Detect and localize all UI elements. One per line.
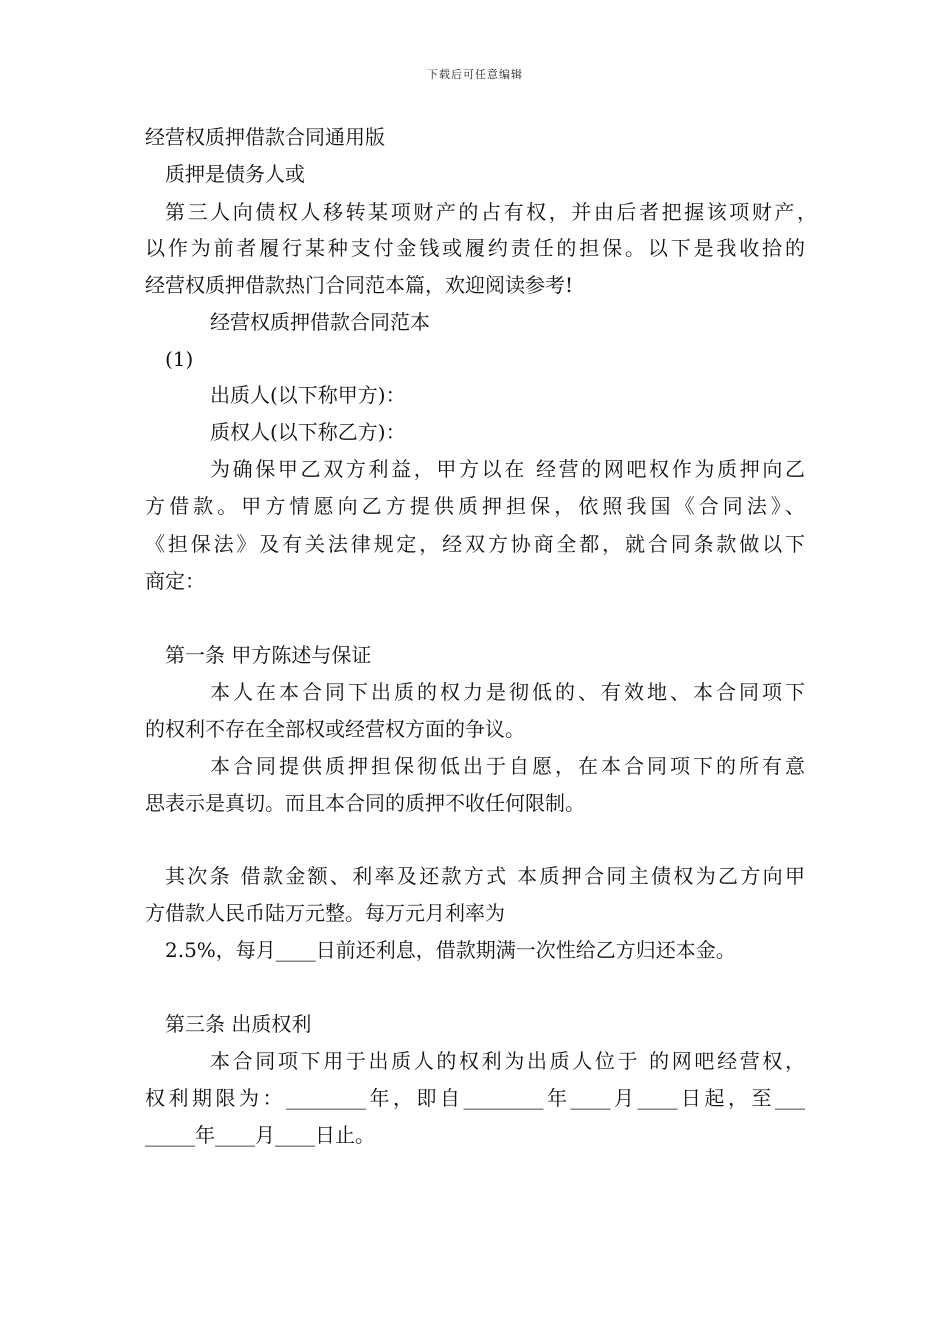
paragraph-line: 方借款人民币陆万元整。每万元月利率为 (145, 901, 505, 925)
section-number: (1) (165, 347, 194, 371)
page-header-note: 下载后可任意编辑 (427, 68, 523, 81)
paragraph-line: 的权利不存在全部权或经营权方面的争议。 (145, 717, 525, 741)
paragraph-line: 经营权质押借款热门合同范本篇，欢迎阅读参考! (145, 273, 574, 297)
paragraph-line: 以作为前者履行某种支付金钱或履约责任的担保。以下是我收拾的 (145, 236, 805, 260)
paragraph-line: 方借款。甲方情愿向乙方提供质押担保，依照我国《合同法》、 (145, 494, 805, 518)
pledgor-label: 出质人(以下称甲方)： (210, 383, 406, 407)
article-heading: 其次条 借款金额、利率及还款方式 本质押合同主债权为乙方向甲 (165, 864, 805, 888)
paragraph-line: 2.5%，每月____日前还利息，借款期满一次性给乙方归还本金。 (165, 938, 736, 962)
paragraph-line: _____年____月____日止。 (145, 1123, 375, 1147)
paragraph-line: 为确保甲乙双方利益，甲方以在 经营的网吧权作为质押向乙 (210, 457, 805, 481)
paragraph-line: 质押是债务人或 (165, 162, 305, 186)
paragraph-line: 本合同提供质押担保彻低出于自愿，在本合同项下的所有意 (210, 754, 805, 778)
article-heading: 第一条 甲方陈述与保证 (165, 643, 372, 667)
paragraph-line: 本合同项下用于出质人的权利为出质人位于 的网吧经营权， (210, 1049, 805, 1073)
paragraph-line: 商定： (145, 569, 205, 593)
paragraph-line: 《担保法》及有关法律规定，经双方协商全都，就合同条款做以下 (145, 532, 805, 556)
paragraph-line: 权利期限为：________年，即自________年____月____日起，至___ (145, 1086, 805, 1110)
article-heading: 第三条 出质权利 (165, 1012, 312, 1036)
paragraph-line: 第三人向债权人移转某项财产的占有权，并由后者把握该项财产， (165, 200, 817, 224)
paragraph-line: 思表示是真切。而且本合同的质押不收任何限制。 (145, 791, 585, 815)
document-title: 经营权质押借款合同通用版 (145, 125, 385, 149)
pledgee-label: 质权人(以下称乙方)： (210, 420, 406, 444)
section-title: 经营权质押借款合同范本 (210, 310, 430, 334)
paragraph-line: 本人在本合同下出质的权力是彻低的、有效地、本合同项下 (210, 680, 805, 704)
